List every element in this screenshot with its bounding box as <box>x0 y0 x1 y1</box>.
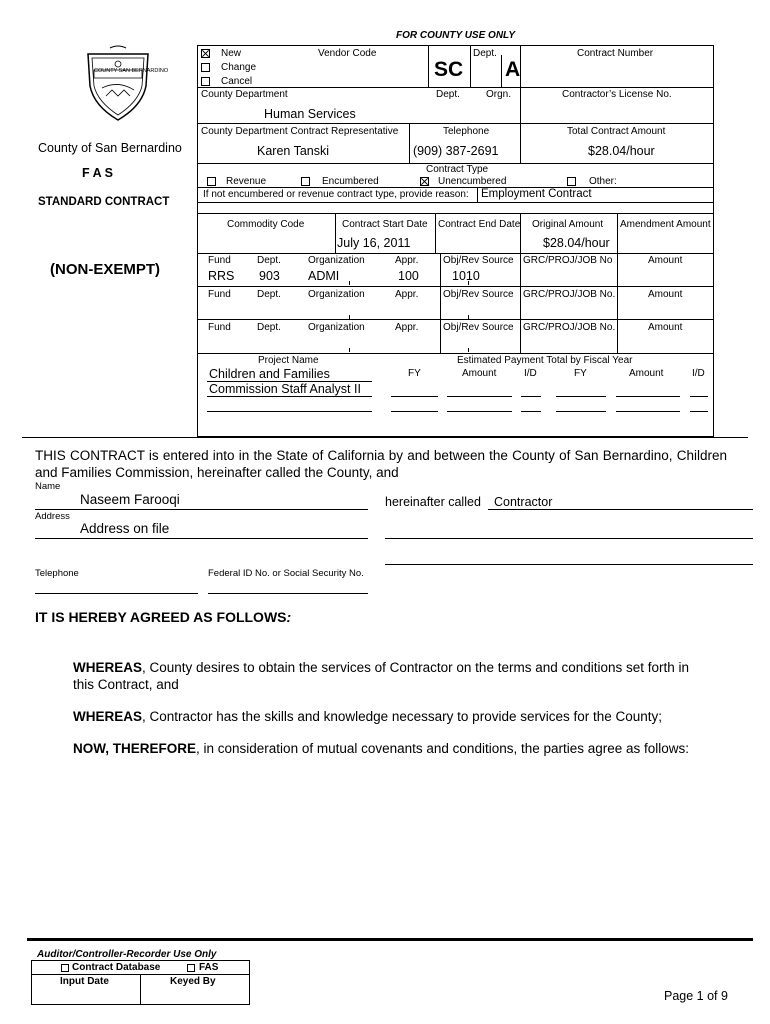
fund-amount-label: Amount <box>648 289 683 300</box>
fas-checkbox[interactable] <box>187 964 195 972</box>
reason-value: Employment Contract <box>481 188 592 200</box>
county-name: County of San Bernardino <box>38 141 182 155</box>
cancel-label: Cancel <box>221 76 253 87</box>
change-checkbox[interactable] <box>201 63 210 72</box>
county-use-only-heading: FOR COUNTY USE ONLY <box>396 30 516 41</box>
hereinafter-value[interactable]: Contractor <box>494 495 553 509</box>
unencumbered-checkbox[interactable] <box>420 177 429 186</box>
original-amount-value: $28.04/hour <box>543 236 610 250</box>
end-date-label: Contract End Date <box>438 219 521 230</box>
contractor-name[interactable]: Naseem Farooqi <box>80 492 180 507</box>
fund-amount-label: Amount <box>648 322 683 333</box>
id-label-2: I/D <box>692 368 705 379</box>
encumbered-checkbox[interactable] <box>301 177 310 186</box>
project-name-line1: Children and Families <box>209 367 330 381</box>
cancel-checkbox[interactable] <box>201 77 210 86</box>
amount-label-1: Amount <box>462 368 497 379</box>
dept-value: A <box>505 58 521 81</box>
keyed-by-label: Keyed By <box>170 976 216 987</box>
new-checkbox[interactable] <box>201 49 210 58</box>
fund-label: Fund <box>208 255 231 266</box>
commodity-code-label: Commodity Code <box>227 219 305 230</box>
telephone-field-label: Telephone <box>35 568 79 579</box>
encumbered-label: Encumbered <box>322 176 379 187</box>
county-department-value: Human Services <box>264 107 356 121</box>
name-label: Name <box>35 481 61 492</box>
federal-id-label: Federal ID No. or Social Security No. <box>208 568 364 579</box>
other-checkbox[interactable] <box>567 177 576 186</box>
fund-obj-label: Obj/Rev Source <box>443 255 514 266</box>
fund-label: Fund <box>208 322 231 333</box>
standard-contract-title: STANDARD CONTRACT <box>38 196 170 208</box>
fund-value: RRS <box>208 269 235 283</box>
contract-database-label: Contract Database <box>72 962 161 973</box>
county-department-label: County Department <box>201 89 288 100</box>
vendor-code-label: Vendor Code <box>318 48 377 59</box>
fund-org-label: Organization <box>308 322 365 333</box>
input-date-label: Input Date <box>60 976 109 987</box>
fund-obj-value: 1010 <box>452 269 480 283</box>
fund-obj-label: Obj/Rev Source <box>443 289 514 300</box>
address-value[interactable]: Address on file <box>80 521 170 536</box>
project-name-line2: Commission Staff Analyst II <box>209 382 361 396</box>
whereas-paragraph-2: WHEREAS, Contractor has the skills and knowledge necessary to provide services for the County; <box>73 709 663 724</box>
amount-label-2: Amount <box>629 368 664 379</box>
total-amount-label: Total Contract Amount <box>567 126 666 137</box>
rep-label: County Department Contract Representative <box>201 126 399 137</box>
whereas-paragraph-1: WHEREAS, County desires to obtain the services of Contractor on the terms and conditions set forth in this Contract, and <box>73 660 690 692</box>
change-label: Change <box>221 62 257 73</box>
fund-appr-label: Appr. <box>395 255 419 266</box>
contract-type-label: Contract Type <box>426 164 489 175</box>
fund-dept-value: 903 <box>259 269 280 283</box>
page-number: Page 1 of 9 <box>664 989 728 1003</box>
county-seal-logo <box>80 44 169 124</box>
new-label: New <box>221 48 242 59</box>
start-date-label: Contract Start Date <box>342 219 428 230</box>
fund-org-value: ADMI <box>308 269 340 283</box>
fas-title: F A S <box>82 166 114 180</box>
fund-obj-label: Obj/Rev Source <box>443 322 514 333</box>
dept-label: Dept. <box>473 48 497 59</box>
fy-label-2: FY <box>574 368 587 379</box>
hereinafter-label: hereinafter called <box>385 495 481 509</box>
license-label: Contractor’s License No. <box>562 89 672 100</box>
fund-appr-label: Appr. <box>395 289 419 300</box>
amendment-amount-label: Amendment Amount <box>620 219 711 230</box>
fund-grc-label: GRC/PROJ/JOB No. <box>523 289 616 300</box>
other-label: Other: <box>589 176 617 187</box>
contract-database-checkbox[interactable] <box>61 964 69 972</box>
fund-org-label: Organization <box>308 255 365 266</box>
fund-grc-label: GRC/PROJ/JOB No <box>523 255 613 266</box>
vendor-code-value: SC <box>434 58 464 81</box>
fund-dept-label: Dept. <box>257 322 281 333</box>
project-name-label: Project Name <box>258 355 319 366</box>
fund-org-label: Organization <box>308 289 365 300</box>
orgn-label: Orgn. <box>486 89 512 100</box>
reason-label: If not encumbered or revenue contract type, provide reason: <box>203 189 469 200</box>
non-exempt-title: (NON-EXEMPT) <box>50 261 160 278</box>
now-therefore-paragraph: NOW, THEREFORE, in consideration of mutual covenants and conditions, the parties agree as follows: <box>73 741 690 756</box>
fund-amount-label: Amount <box>648 255 683 266</box>
id-label-1: I/D <box>524 368 537 379</box>
contract-number-label: Contract Number <box>577 48 654 59</box>
address-label: Address <box>35 511 70 522</box>
fund-appr-label: Appr. <box>395 322 419 333</box>
fund-label: Fund <box>208 289 231 300</box>
estimated-payment-label: Estimated Payment Total by Fiscal Year <box>457 355 633 366</box>
revenue-checkbox[interactable] <box>207 177 216 186</box>
fund-dept-label: Dept. <box>257 289 281 300</box>
fund-appr-value: 100 <box>398 269 419 283</box>
dept2-label: Dept. <box>436 89 460 100</box>
fund-dept-label: Dept. <box>257 255 281 266</box>
revenue-label: Revenue <box>226 176 267 187</box>
total-amount-value: $28.04/hour <box>588 144 655 158</box>
original-amount-label: Original Amount <box>532 219 604 230</box>
unencumbered-label: Unencumbered <box>438 176 507 187</box>
logo-text: COUNTY SAN BERNARDINO <box>94 68 169 74</box>
intro-paragraph: THIS CONTRACT is entered into in the State of California by and between the County of San Bernardino, Children and Families Commission, hereinafter called the County, and <box>35 448 727 480</box>
auditor-label: Auditor/Controller-Recorder Use Only <box>37 949 217 960</box>
footer-rule <box>27 938 753 941</box>
telephone-label: Telephone <box>443 126 490 137</box>
fy-label-1: FY <box>408 368 421 379</box>
telephone-value: (909) 387-2691 <box>413 144 499 158</box>
fund-grc-label: GRC/PROJ/JOB No. <box>523 322 616 333</box>
agreed-heading: IT IS HEREBY AGREED AS FOLLOWS: <box>35 609 292 625</box>
start-date-value: July 16, 2011 <box>337 236 411 250</box>
rep-value: Karen Tanski <box>257 144 330 158</box>
fas-footer-label: FAS <box>199 962 219 973</box>
